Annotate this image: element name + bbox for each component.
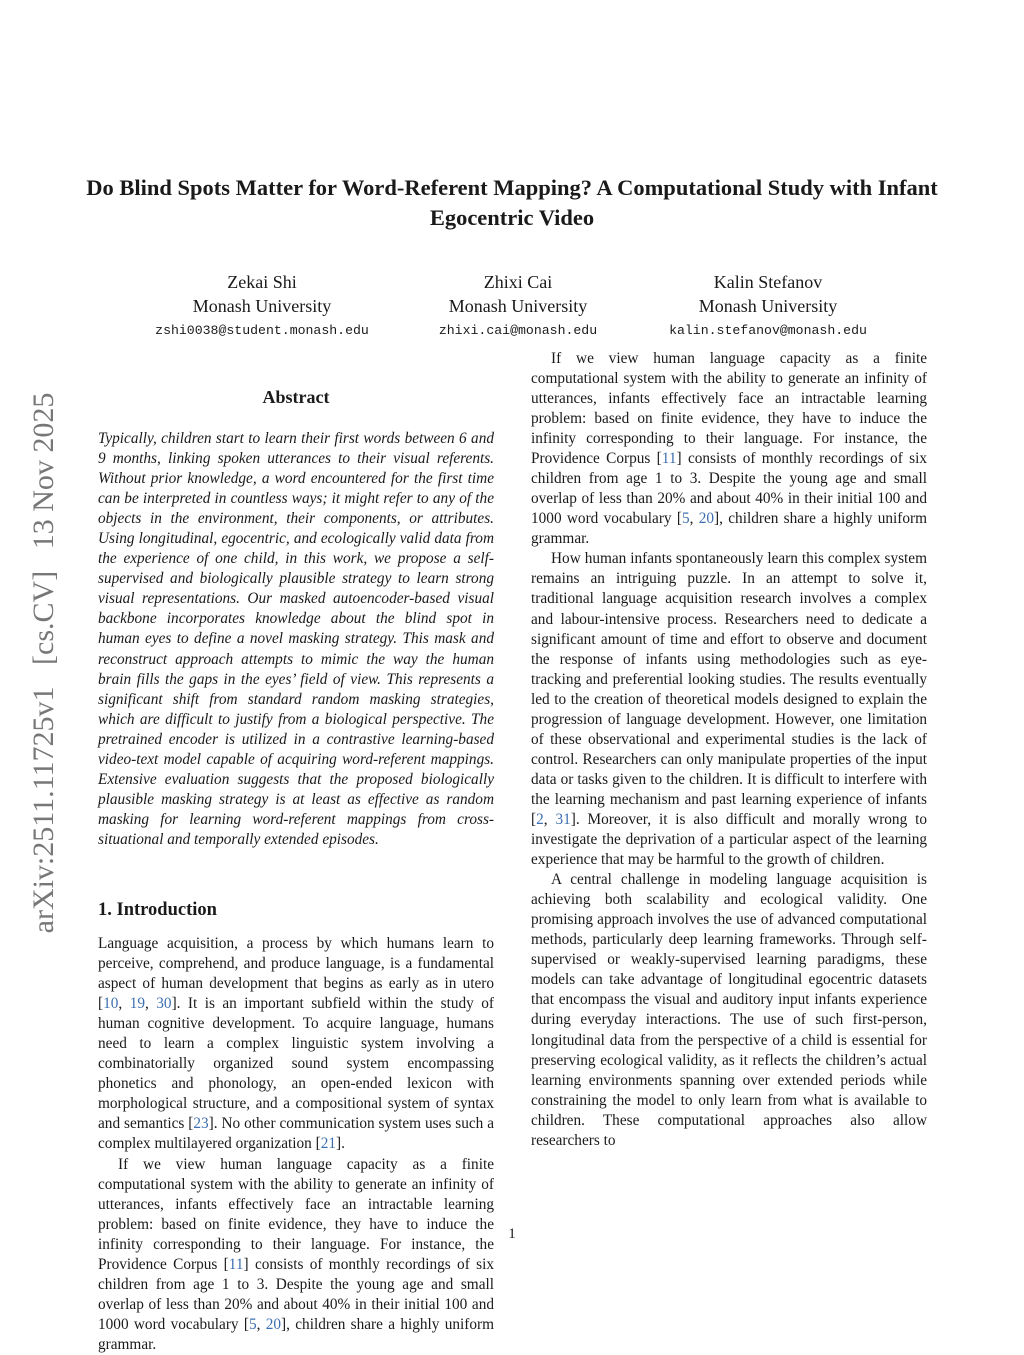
author-block bbox=[112, 271, 412, 341]
page-number: 1 bbox=[508, 1226, 516, 1242]
citation-link[interactable]: 11 bbox=[228, 1255, 244, 1273]
intro-paragraph-4: A central challenge in modeling language acquisition is achieving both scalability and ecological validity. One promising approach involves the use of advanced computational methods, particularly deep learning frameworks. Through self-supervised or weakly-supervised learning paradigms, these models can take advantage of longitudinal egocentric datasets that encompass the visual and auditory input infants experience during everyday interactions. The use of such first-person, longitudinal data from the perspective of a child is essential for preserving ecological validity, as it reflects the children’s actual learning environments spanning over extended periods while constraining the model to only learn from what is available to children. These computational approaches also allow researchers to bbox=[531, 871, 927, 1149]
author-email[interactable]: kalin.stefanov@monash.edu bbox=[669, 323, 867, 338]
arxiv-category: [cs.CV] bbox=[27, 570, 60, 665]
citation-link[interactable]: 20 bbox=[698, 510, 715, 528]
author-affiliation: Monash University bbox=[698, 295, 838, 316]
citation-link[interactable]: 30 bbox=[156, 995, 172, 1013]
intro-paragraph-3: How human infants spontaneously learn this complex system remains an intriguing puzzle. In an attempt to solve it, traditional language acquisition research involves a complex and labour-intensive process. Researchers need to dedicate a significant amount of time and effort to observe and document the response of infants using methodologies such as eye-tracking and preferential looking studies. The results eventually led to the creation of theoretical models designed to explain the progression of language development. However, one limitation of these observational and experimental studies is the lack of control. Researchers can only manipulate properties of the input data or tasks given to the children. It is difficult to interfere with the learning mechanism and past learning experience of infants [2, 31]. Moreover, it is also difficult and morally wrong to investigate the deprivation of a particular aspect of the learning experience that may be harmful to the growth of children. bbox=[531, 550, 927, 869]
citation-link[interactable]: 21 bbox=[320, 1135, 337, 1153]
right-column bbox=[531, 349, 927, 1151]
citation-link[interactable]: 31 bbox=[555, 810, 571, 828]
author-block bbox=[618, 271, 918, 341]
citation-link[interactable]: 11 bbox=[661, 450, 677, 468]
citation-link[interactable]: 5 bbox=[681, 510, 690, 528]
author-name: Zhixi Cai bbox=[483, 272, 553, 292]
citation-link[interactable]: 5 bbox=[248, 1315, 257, 1333]
abstract-text: Typically, children start to learn their first words between 6 and 9 months, linking spoken utterances to their visual referents. Without prior knowledge, a word encountered for the first time can be interpreted in countless ways; it might refer to any of the objects in the environment, their components, or attributes. Using longitudinal, egocentric, and ecologically valid data from the experience of one child, in this work, we propose a self-supervised and biologically plausible strategy to learn strong visual representations. Our masked autoencoder-based visual backbone incorporates knowledge about the blind spot in human eyes to define a novel masking strategy. This mask and reconstruct approach attempts to mimic the way the human brain fills the gaps in the eyes’ field of view. This represents a significant shift from standard random masking strategies, which are difficult to justify from a biological perspective. The pretrained encoder is utilized in a contrastive learning-based video-text model capable of acquiring word-referent mappings. Extensive evaluation suggests that the proposed biologically plausible masking strategy is at least as effective as random masking for learning word-referent mappings from cross-situational and temporally extended episodes. bbox=[98, 430, 494, 848]
abstract-heading: Abstract bbox=[262, 387, 330, 407]
author-email[interactable]: zshi0038@student.monash.edu bbox=[155, 323, 369, 338]
citation-link[interactable]: 20 bbox=[265, 1315, 282, 1333]
citation-link[interactable]: 23 bbox=[193, 1115, 209, 1133]
arxiv-id: arXiv:2511.11725v1 bbox=[27, 686, 60, 934]
left-column bbox=[98, 386, 494, 1353]
paper-title: Do Blind Spots Matter for Word-Referent Mapping? A Computational Study with Infant Egocentric Video bbox=[86, 175, 938, 230]
intro-paragraph-1: Language acquisition, a process by which humans learn to perceive, comprehend, and produce language, is a fundamental aspect of human development that begins as early as in utero [10, 19, 30]. It is an important subfield within the study of human cognitive development. To acquire language, humans need to learn a complex linguistic system involving a combinatorially organized sound system encompassing phonetics and phonology, an open-ended lexicon with morphological structure, and a compositional system of syntax and semantics [23]. No other communication system uses such a complex multilayered organization [21]. bbox=[98, 934, 494, 1153]
intro-paragraph-2-continued: If we view human language capacity as a finite computational system with the ability to generate an infinity of utterances, infants effectively face an intractable learning problem: based on finite evidence, they have to induce the infinity corresponding to their language. For instance, the Providence Corpus [11] consists of monthly recordings of six children from age 1 to 3. Despite the young age and small overlap of less than 20% and about 40% in their initial 100 and 1000 word vocabulary [5, 20], children share a highly uniform grammar. bbox=[531, 349, 927, 548]
author-affiliation: Monash University bbox=[192, 295, 332, 316]
citation-link[interactable]: 19 bbox=[129, 995, 145, 1013]
citation-link[interactable]: 10 bbox=[103, 995, 119, 1013]
author-name: Kalin Stefanov bbox=[713, 272, 823, 292]
author-affiliation: Monash University bbox=[448, 295, 588, 316]
arxiv-sidebar-stamp bbox=[27, 386, 61, 941]
intro-paragraph-2: If we view human language capacity as a finite computational system with the ability to generate an infinity of utterances, infants effectively face an intractable learning problem: based on finite evidence, they have to induce the infinity corresponding to their language. For instance, the Providence Corpus [11] consists of monthly recordings of six children from age 1 to 3. Despite the young age and small overlap of less than 20% and about 40% in their initial 100 and 1000 word vocabulary [5, 20], children share a highly uniform grammar. bbox=[98, 1155, 494, 1353]
section-heading-introduction: 1. Introduction bbox=[98, 899, 217, 920]
citation-link[interactable]: 2 bbox=[536, 810, 544, 828]
intro-paragraph-2-continuation bbox=[531, 349, 927, 549]
author-name: Zekai Shi bbox=[227, 272, 297, 292]
author-email[interactable]: zhixi.cai@monash.edu bbox=[438, 323, 598, 338]
arxiv-date: 13 Nov 2025 bbox=[27, 392, 60, 550]
